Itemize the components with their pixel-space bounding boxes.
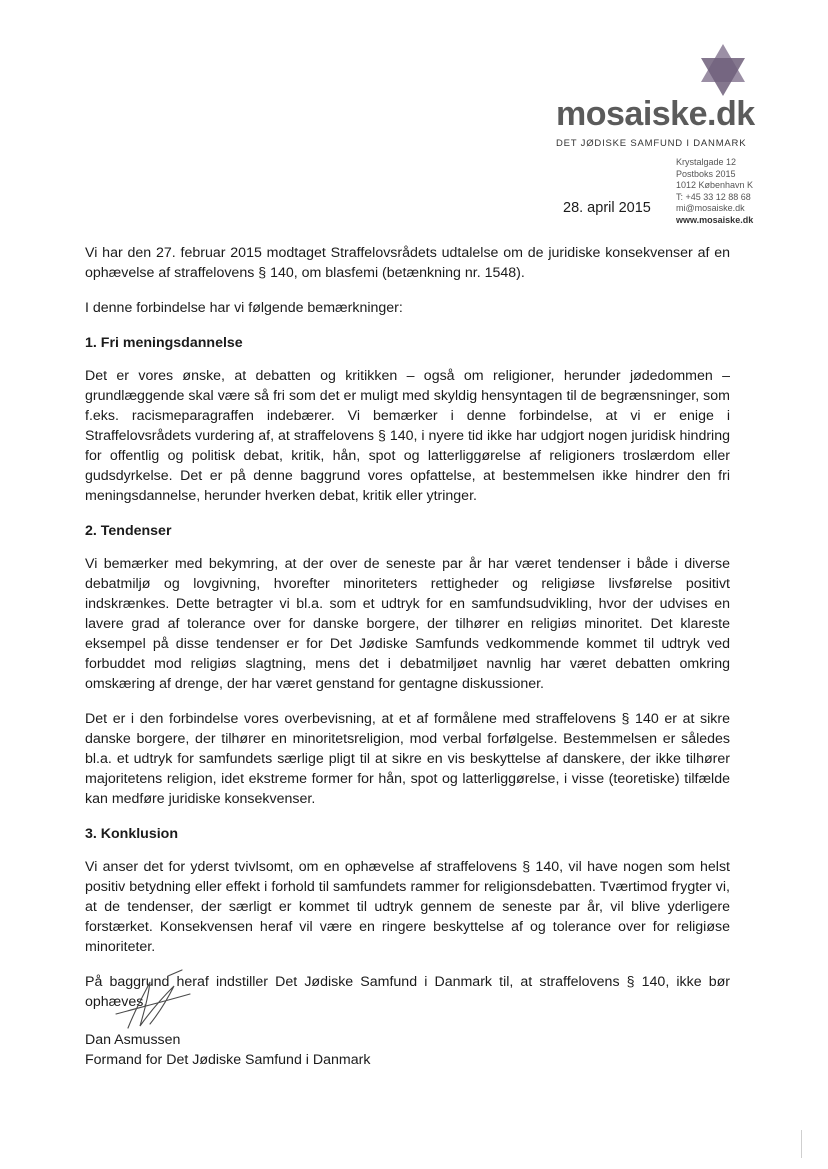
address-city: 1012 København K [676,180,754,191]
brand-logo-text: mosaiske.dk [556,95,755,133]
section-paragraph: Vi anser det for yderst tvivlsomt, om en ophævelse af straffelovens § 140, vil have nogen som helst positiv betydning eller effekt i forhold til samfundets rammer for religionsdebatten. Tværtimod frygter vi, at de tendenser, der særligt er kommet til udtryk gennem de seneste par år, vil blive yderligere forstærket. Konsekvensen heraf vil være en ringere beskyttelse af og tolerance over for religiøse minoriteter. [85,859,730,955]
address-website: www.mosaiske.dk [676,214,754,225]
section-paragraph: Vi bemærker med bekymring, at der over de seneste par år har været tendenser i både i diverse debatmiljø og lovgivning, hvorefter minoriteters rettigheder og religiøse livsførelse positivt indskrænkes. Dette betragter vi bl.a. som et udtryk for en samfundsudvikling, hvor der udvises en lavere grad af tolerance over for danske borgere, der tilhører en religiøs minoritet. Det klareste eksempel på disse tendenser er for Det Jødiske Samfunds vedkommende kommet til udtryk ved forbuddet mod religiøs slagtning, mens det i debatmiljøet navnlig har været debatten omkring omskæring af drenge, der har været genstand for gentagne diskussioner. [85,556,730,692]
address-phone: T: +45 33 12 88 68 [676,191,751,202]
brand-tagline: DET JØDISKE SAMFUND I DANMARK [556,138,747,149]
section-paragraph: Det er vores ønske, at debatten og kritikken – også om religioner, herunder jødedommen – grundlæggende skal være så fri som det er muligt med skyldig hensyntagen til de begrænsninger, som f.eks. racismeparagraffen indebærer. Vi bemærker i denne forbindelse, at vi er enige i Straffelovsrådets vurdering af, at straffelovens § 140, i nyere tid ikke har udgjort nogen juridisk hindring for offentlig og politisk debat, kritik, hån, spot og latterliggørelse af religioners troslærdom eller gudsdyrkelse. Det er på denne baggrund vores opfattelse, at bestemmelsen ikke hindrer den fri meningsdannelse, herunder hverken debat, kritik eller ytringer. [85,368,730,504]
scan-edge-mark [801,1130,802,1158]
signer-title: Formand for Det Jødiske Samfund i Danmark [85,1052,371,1068]
section-heading: 2. Tendenser [85,523,172,539]
address-street: Krystalgade 12 [676,157,737,167]
section-heading: 3. Konklusion [85,826,179,842]
address-email: mi@mosaiske.dk [676,203,745,214]
section-paragraph: Det er i den forbindelse vores overbevisning, at et af formålene med straffelovens § 140 er at sikre danske borgere, der tilhører en minoritetsreligion, mod verbal forfølgelse. Bestemmelsen er således bl.a. et udtryk for samfundets særlige pligt til at sikre en vis beskyttelse af danskere, der ikke tilhører majoritetens religion, idet ekstreme former for hån, spot og latterliggørelse, i visse (teoretiske) tilfælde kan medføre juridiske konsekvenser. [85,711,730,807]
address-postbox: Postboks 2015 [676,168,736,179]
letter-body [85,243,730,1027]
intro-paragraph: Vi har den 27. februar 2015 modtaget Straffelovsrådets udtalelse om de juridiske konsekvenser af en ophævelse af straffelovens § 140, om blasfemi (betænkning nr. 1548). [85,245,730,281]
sender-address [676,157,753,227]
letter-date: 28. april 2015 [563,200,651,216]
section-paragraph: På baggrund heraf indstiller Det Jødiske Samfund i Danmark til, at straffelovens § 140, ikke bør ophæves. [85,974,730,1010]
signer-name: Dan Asmussen [85,1032,181,1048]
intro-paragraph: I denne forbindelse har vi følgende bemærkninger: [85,300,403,316]
section-heading: 1. Fri meningsdannelse [85,335,243,351]
star-of-david-logo-icon [695,42,751,98]
handwritten-signature [110,968,200,1038]
